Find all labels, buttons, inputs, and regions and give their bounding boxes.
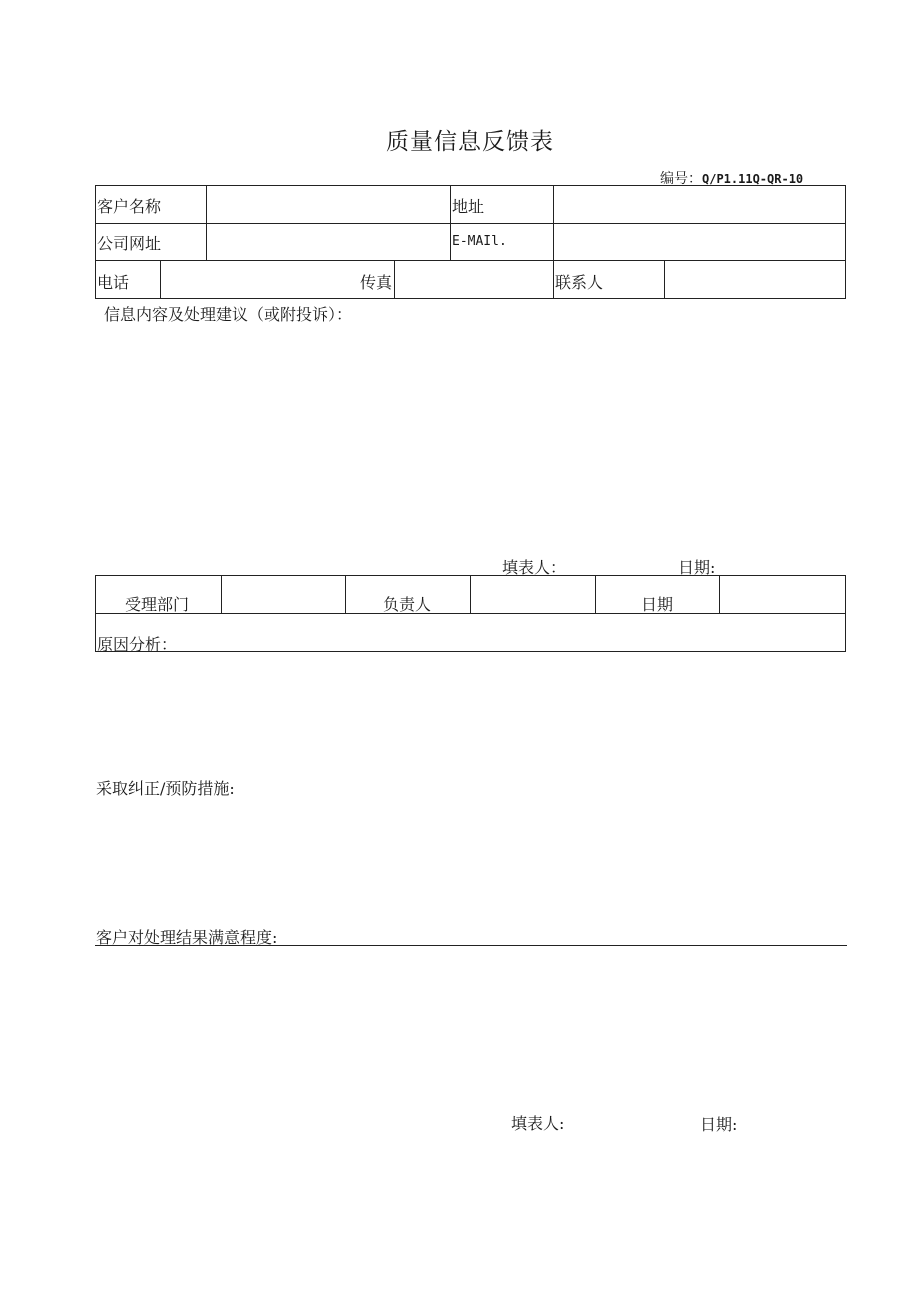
person-in-charge-field[interactable] — [471, 576, 594, 612]
info-content-label: 信息内容及处理建议（或附投诉）： — [104, 305, 353, 324]
fax-label: 传真 — [360, 273, 393, 292]
contact-field[interactable] — [665, 261, 844, 297]
satisfaction-area[interactable] — [95, 950, 846, 1100]
email-field[interactable] — [554, 224, 844, 259]
filled-by-label: 填表人： — [502, 558, 567, 577]
fax-field[interactable] — [395, 261, 552, 297]
contact-label: 联系人 — [555, 273, 604, 292]
person-in-charge-label: 负责人 — [383, 595, 432, 614]
company-website-label: 公司网址 — [97, 234, 162, 253]
info-content-area[interactable] — [95, 326, 846, 548]
corrective-measures-area[interactable] — [95, 800, 846, 920]
department-label: 受理部门 — [125, 595, 190, 614]
email-label: E-MAIl. — [452, 234, 507, 249]
cause-analysis-label: 原因分析： — [97, 635, 178, 654]
customer-name-field[interactable] — [207, 186, 449, 222]
address-field[interactable] — [554, 186, 844, 222]
corrective-measures-label: 采取纠正/预防措施: — [96, 779, 235, 798]
satisfaction-divider — [95, 945, 847, 946]
document-number-label: 编号： — [660, 171, 702, 187]
date-label: 日期: — [678, 558, 716, 577]
filled-by-label-2: 填表人: — [511, 1114, 565, 1133]
company-website-field[interactable] — [207, 224, 449, 259]
cause-analysis-area[interactable] — [95, 655, 846, 770]
handling-date-label: 日期 — [641, 595, 674, 614]
phone-label: 电话 — [97, 273, 130, 292]
phone-field[interactable] — [161, 261, 351, 297]
document-number-code: Q/P1.11Q-QR-10 — [702, 172, 804, 186]
department-field[interactable] — [222, 576, 344, 612]
date-label-2: 日期: — [700, 1115, 738, 1134]
address-label: 地址 — [452, 197, 485, 216]
page-title: 质量信息反馈表 — [386, 129, 554, 155]
handling-date-field[interactable] — [720, 576, 844, 612]
customer-name-label: 客户名称 — [97, 197, 162, 216]
satisfaction-label: 客户对处理结果满意程度: — [96, 928, 278, 947]
